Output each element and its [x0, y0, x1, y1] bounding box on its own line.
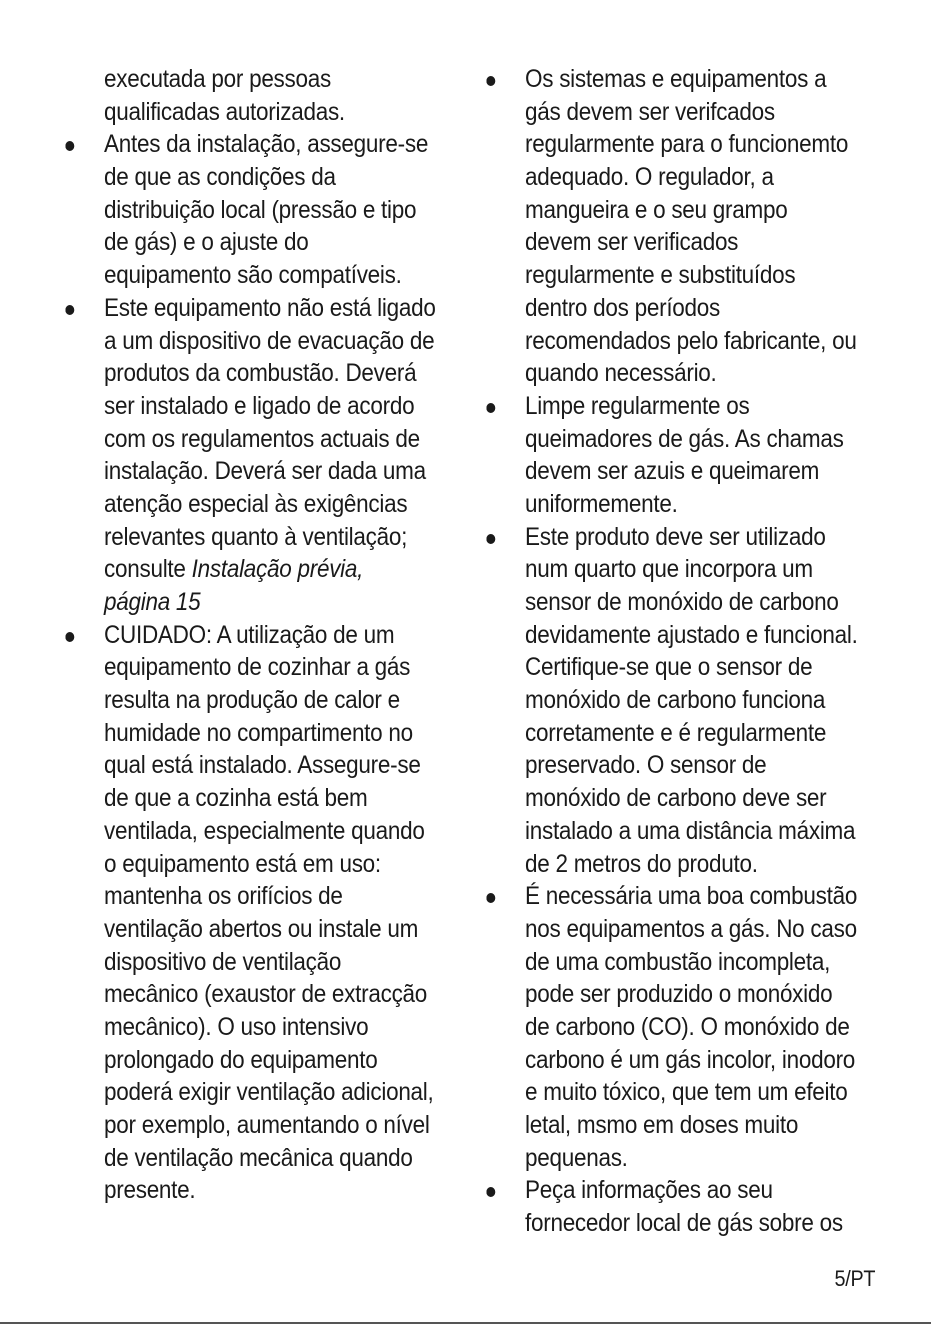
- bullet-first-line: [525, 880, 869, 913]
- text-line: carbono é um gás incolor, inodoro: [525, 1045, 856, 1074]
- text-line: regularmente e substituídos: [525, 261, 796, 290]
- text-line: Peça informações ao seu: [525, 1176, 773, 1205]
- bullet-icon: [486, 534, 495, 544]
- text-line: distribuição local (pressão e tipo: [104, 195, 417, 224]
- text-line: recomendados pelo fabricante, ou: [525, 326, 857, 355]
- text-line: produtos da combustão. Deverá: [104, 359, 417, 388]
- text-line: gás devem ser verifcados: [525, 97, 775, 126]
- cross-reference-line: [104, 553, 448, 586]
- text-line: atenção especial às exigências: [104, 489, 408, 518]
- text-line: qualificadas autorizadas.: [104, 97, 345, 126]
- bullet-icon: [486, 893, 495, 903]
- bullet-first-line: [525, 390, 869, 423]
- text-line: de que a cozinha está bem: [104, 784, 368, 813]
- text-line: quando necessário.: [525, 359, 717, 388]
- text-line: sensor de monóxido de carbono: [525, 588, 839, 616]
- text-line: devem ser azuis e queimarem: [525, 457, 820, 486]
- bullet-first-line: [104, 619, 448, 652]
- text-line: equipamento de cozinhar a gás: [104, 653, 411, 682]
- text-line: Este equipamento não está ligado: [104, 293, 436, 322]
- text-line: dentro dos períodos: [525, 293, 721, 322]
- bullet-first-line: [525, 1174, 869, 1207]
- text-line: Antes da instalação, assegure-se: [104, 130, 429, 159]
- text-line: É necessária uma boa combustão: [525, 882, 858, 911]
- page-number: 5/PT: [834, 1266, 875, 1291]
- text-line: Os sistemas e equipamentos a: [525, 65, 827, 93]
- text-line: instalado a uma distância máxima: [525, 816, 856, 845]
- text-line: mangueira e o seu grampo: [525, 195, 788, 224]
- text-line: mantenha os orifícios de: [104, 882, 343, 911]
- bullet-icon: [486, 76, 495, 86]
- text-line: pode ser produzido o monóxido: [525, 980, 833, 1009]
- text-line: prolongado do equipamento: [104, 1045, 378, 1074]
- right-column: [525, 63, 869, 1240]
- text-line: letal, msmo em doses muito: [525, 1111, 799, 1139]
- text-line: com os regulamentos actuais de: [104, 424, 420, 453]
- text-line: de que as condições da: [104, 163, 336, 192]
- text-line: a um dispositivo de evacuação de: [104, 326, 435, 355]
- text-line: mecânico (exaustor de extracção: [104, 980, 428, 1009]
- text-line: de carbono (CO). O monóxido de: [525, 1012, 850, 1041]
- text-line: executada por pessoas: [104, 65, 331, 93]
- bullet-icon: [65, 141, 74, 151]
- text-line: devidamente ajustado e funcional.: [525, 620, 858, 649]
- text-line: de ventilação mecânica quando: [104, 1143, 413, 1172]
- text-line: monóxido de carbono deve ser: [525, 784, 827, 813]
- text-line: regularmente para o funcionemto: [525, 130, 849, 159]
- text-line: presente.: [104, 1176, 196, 1205]
- bullet-icon: [65, 305, 74, 315]
- text-line: Certifique-se que o sensor de: [525, 653, 813, 682]
- text-line: qual está instalado. Assegure-se: [104, 751, 421, 780]
- text-line: de uma combustão incompleta,: [525, 947, 831, 976]
- text-line: equipamento são compatíveis.: [104, 261, 402, 290]
- bullet-icon: [486, 403, 495, 413]
- bullet-first-line: [525, 63, 869, 96]
- text-line: queimadores de gás. As chamas: [525, 424, 844, 453]
- text-line: adequado. O regulador, a: [525, 163, 774, 192]
- text-line: dispositivo de ventilação: [104, 947, 342, 976]
- text-line: ser instalado e ligado de acordo: [104, 391, 415, 420]
- text-line: uniformemente.: [525, 489, 678, 518]
- text-line: CUIDADO: A utilização de um: [104, 620, 395, 649]
- text-line: devem ser verificados: [525, 228, 739, 257]
- text-line: instalação. Deverá ser dada uma: [104, 457, 426, 486]
- text-line: ventilação abertos ou instale um: [104, 914, 419, 943]
- left-column: [104, 63, 448, 1207]
- text-line: nos equipamentos a gás. No caso: [525, 914, 857, 943]
- bullet-icon: [65, 632, 74, 642]
- text-line: preservado. O sensor de: [525, 751, 767, 780]
- text-line: num quarto que incorpora um: [525, 555, 813, 584]
- text-line: o equipamento está em uso:: [104, 849, 381, 878]
- text-line: ventilada, especialmente quando: [104, 816, 425, 845]
- text-line: fornecedor local de gás sobre os: [525, 1209, 843, 1238]
- bullet-first-line: [104, 128, 448, 161]
- text-line: e muito tóxico, que tem um efeito: [525, 1078, 848, 1107]
- text-line: monóxido de carbono funciona: [525, 686, 826, 715]
- text-line: poderá exigir ventilação adicional,: [104, 1078, 434, 1107]
- text-line: de gás) e o ajuste do: [104, 228, 309, 257]
- bullet-first-line: [525, 521, 869, 554]
- text-line: consulte: [104, 555, 192, 584]
- text-line: Este produto deve ser utilizado: [525, 522, 826, 551]
- text-line: humidade no compartimento no: [104, 718, 413, 747]
- bullet-icon: [486, 1187, 495, 1197]
- bullet-first-line: [104, 292, 448, 325]
- text-line: de 2 metros do produto.: [525, 849, 758, 878]
- text-line: relevantes quanto à ventilação;: [104, 522, 408, 551]
- cross-reference-link[interactable]: Instalação prévia,: [191, 555, 364, 584]
- text-line: pequenas.: [525, 1143, 628, 1172]
- cross-reference-page[interactable]: página 15: [104, 588, 201, 616]
- text-line: por exemplo, aumentando o nível: [104, 1111, 430, 1139]
- text-line: corretamente e é regularmente: [525, 718, 827, 747]
- text-line: mecânico). O uso intensivo: [104, 1012, 369, 1041]
- text-line: Limpe regularmente os: [525, 391, 750, 420]
- text-line: resulta na produção de calor e: [104, 686, 400, 715]
